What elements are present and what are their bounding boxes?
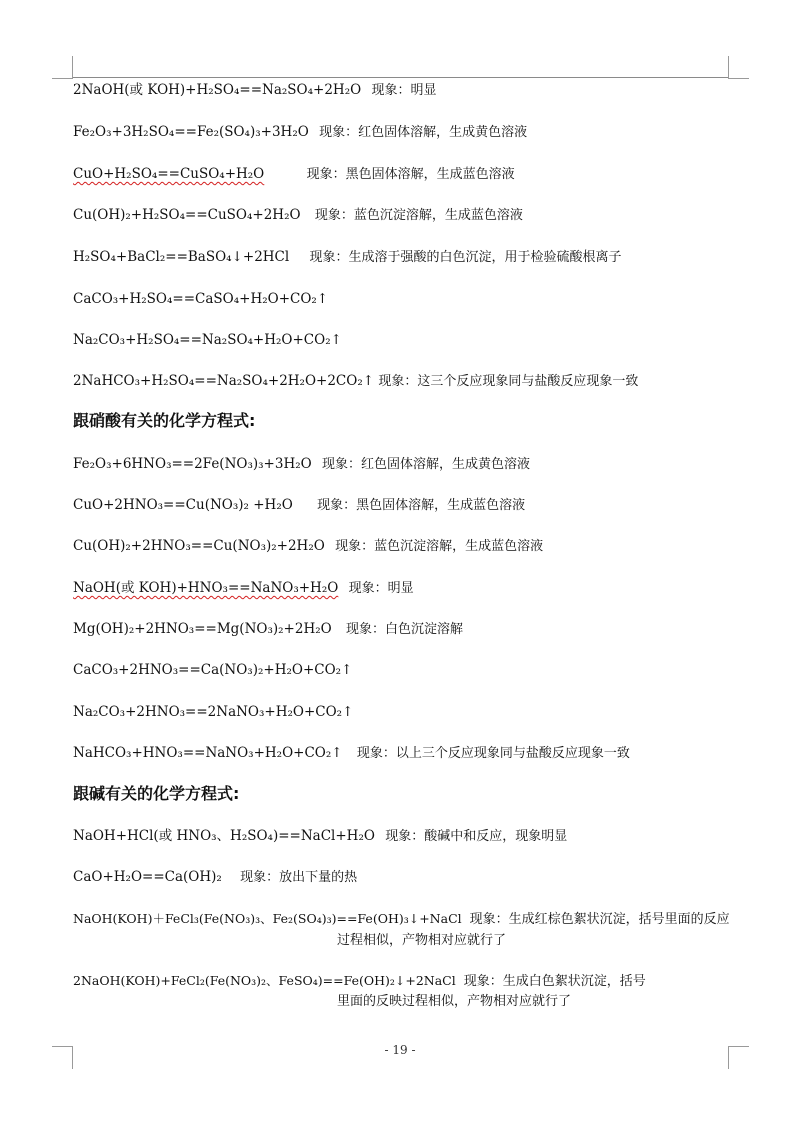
equation-line xyxy=(73,81,437,100)
phenomenon-continuation: 里面的反映过程相似，产物相对应就行了 xyxy=(337,994,572,1009)
equation-formula: NaOH+HCl(或 HNO₃、H₂SO₄)==NaCl+H₂O xyxy=(73,828,375,844)
phenomenon-note: 现象：生成红棕色絮状沉淀，括号里面的反应 xyxy=(469,912,730,927)
equation-line xyxy=(73,372,638,391)
equation-formula: CaO+H₂O==Ca(OH)₂ xyxy=(73,869,222,885)
equation-formula: Mg(OH)₂+2HNO₃==Mg(NO₃)₂+2H₂O xyxy=(73,621,332,637)
equation-line xyxy=(73,496,525,515)
equation-line xyxy=(73,165,515,184)
equation-line xyxy=(73,661,352,679)
section-heading-nitric: 跟硝酸有关的化学方程式: xyxy=(73,411,256,430)
equation-line xyxy=(73,868,357,887)
phenomenon-note: 现象：红色固体溶解，生成黄色溶液 xyxy=(319,125,528,140)
equation-formula: Fe₂O₃+3H₂SO₄==Fe₂(SO₄)₃+3H₂O xyxy=(73,124,309,140)
phenomenon-note: 现象：以上三个反应现象同与盐酸反应现象一致 xyxy=(356,746,630,761)
phenomenon-note: 现象：放出下量的热 xyxy=(240,870,358,885)
crop-mark-top-left xyxy=(52,56,73,79)
phenomenon-note: 现象：蓝色沉淀溶解，生成蓝色溶液 xyxy=(335,539,544,554)
equation-formula: Cu(OH)₂+2HNO₃==Cu(NO₃)₂+2H₂O xyxy=(73,538,325,554)
equation-formula: NaOH(或 KOH)+HNO₃==NaNO₃+H₂O xyxy=(73,580,339,596)
phenomenon-note: 现象：黑色固体溶解，生成蓝色溶液 xyxy=(317,498,526,513)
equation-line xyxy=(73,248,622,267)
equation-line xyxy=(73,455,530,474)
equation-formula: 2NaOH(或 KOH)+H₂SO₄==Na₂SO₄+2H₂O xyxy=(73,82,362,98)
equation-formula: Fe₂O₃+6HNO₃==2Fe(NO₃)₃+3H₂O xyxy=(73,456,312,472)
equation-line xyxy=(73,620,463,639)
equation-line xyxy=(73,579,414,598)
equation-line xyxy=(73,331,342,349)
equation-formula: NaHCO₃+HNO₃==NaNO₃+H₂O+CO₂↑ xyxy=(73,745,343,761)
equation-line xyxy=(73,537,543,556)
phenomenon-note: 现象：明显 xyxy=(348,581,414,596)
phenomenon-note: 现象：酸碱中和反应，现象明显 xyxy=(385,829,568,844)
equation-line xyxy=(73,206,523,225)
phenomenon-note: 现象：生成溶于强酸的白色沉淀，用于检验硫酸根离子 xyxy=(309,250,622,265)
equation-formula: NaOH(KOH)＋FeCl₃(Fe(NO₃)₃、Fe₂(SO₄)₃)==Fe(OH)₃↓+NaCl xyxy=(73,911,462,926)
equation-line xyxy=(73,290,328,308)
section-heading-base: 跟碱有关的化学方程式: xyxy=(73,784,240,803)
phenomenon-note: 现象：黑色固体溶解，生成蓝色溶液 xyxy=(306,167,515,182)
phenomenon-note: 现象：生成白色絮状沉淀，括号 xyxy=(463,974,646,989)
equation-formula: CaCO₃+H₂SO₄==CaSO₄+H₂O+CO₂↑ xyxy=(73,291,329,307)
equation-formula: Cu(OH)₂+H₂SO₄==CuSO₄+2H₂O xyxy=(73,207,301,223)
phenomenon-note: 现象：白色沉淀溶解 xyxy=(346,622,464,637)
equation-line xyxy=(73,744,630,763)
equation-formula: Na₂CO₃+H₂SO₄==Na₂SO₄+H₂O+CO₂↑ xyxy=(73,332,342,348)
phenomenon-note: 现象：蓝色沉淀溶解，生成蓝色溶液 xyxy=(314,208,523,223)
equation-formula: CuO+2HNO₃==Cu(NO₃)₂ +H₂O xyxy=(73,497,293,513)
equation-line xyxy=(73,910,730,929)
equation-formula: CuO+H₂SO₄==CuSO₄+H₂O xyxy=(73,166,265,182)
equation-formula: Na₂CO₃+2HNO₃==2NaNO₃+H₂O+CO₂↑ xyxy=(73,704,354,720)
crop-mark-top-right xyxy=(728,56,749,79)
header-rule xyxy=(73,77,728,78)
equation-formula: H₂SO₄+BaCl₂==BaSO₄↓+2HCl xyxy=(73,249,290,265)
phenomenon-continuation: 过程相似，产物相对应就行了 xyxy=(337,933,507,948)
equation-line xyxy=(73,972,646,991)
equation-formula: CaCO₃+2HNO₃==Ca(NO₃)₂+H₂O+CO₂↑ xyxy=(73,662,353,678)
equation-line xyxy=(73,703,353,721)
phenomenon-note: 现象：红色固体溶解，生成黄色溶液 xyxy=(322,457,531,472)
equation-formula: 2NaHCO₃+H₂SO₄==Na₂SO₄+2H₂O+2CO₂↑ xyxy=(73,373,375,389)
equation-line xyxy=(73,123,527,142)
equation-line xyxy=(73,827,567,846)
phenomenon-note: 现象：明显 xyxy=(371,83,437,98)
page-number: - 19 - xyxy=(384,1043,416,1057)
equation-formula: 2NaOH(KOH)+FeCl₂(Fe(NO₃)₂、FeSO₄)==Fe(OH)₂↓+2NaCl xyxy=(73,973,456,988)
phenomenon-note: 现象：这三个反应现象同与盐酸反应现象一致 xyxy=(378,374,639,389)
